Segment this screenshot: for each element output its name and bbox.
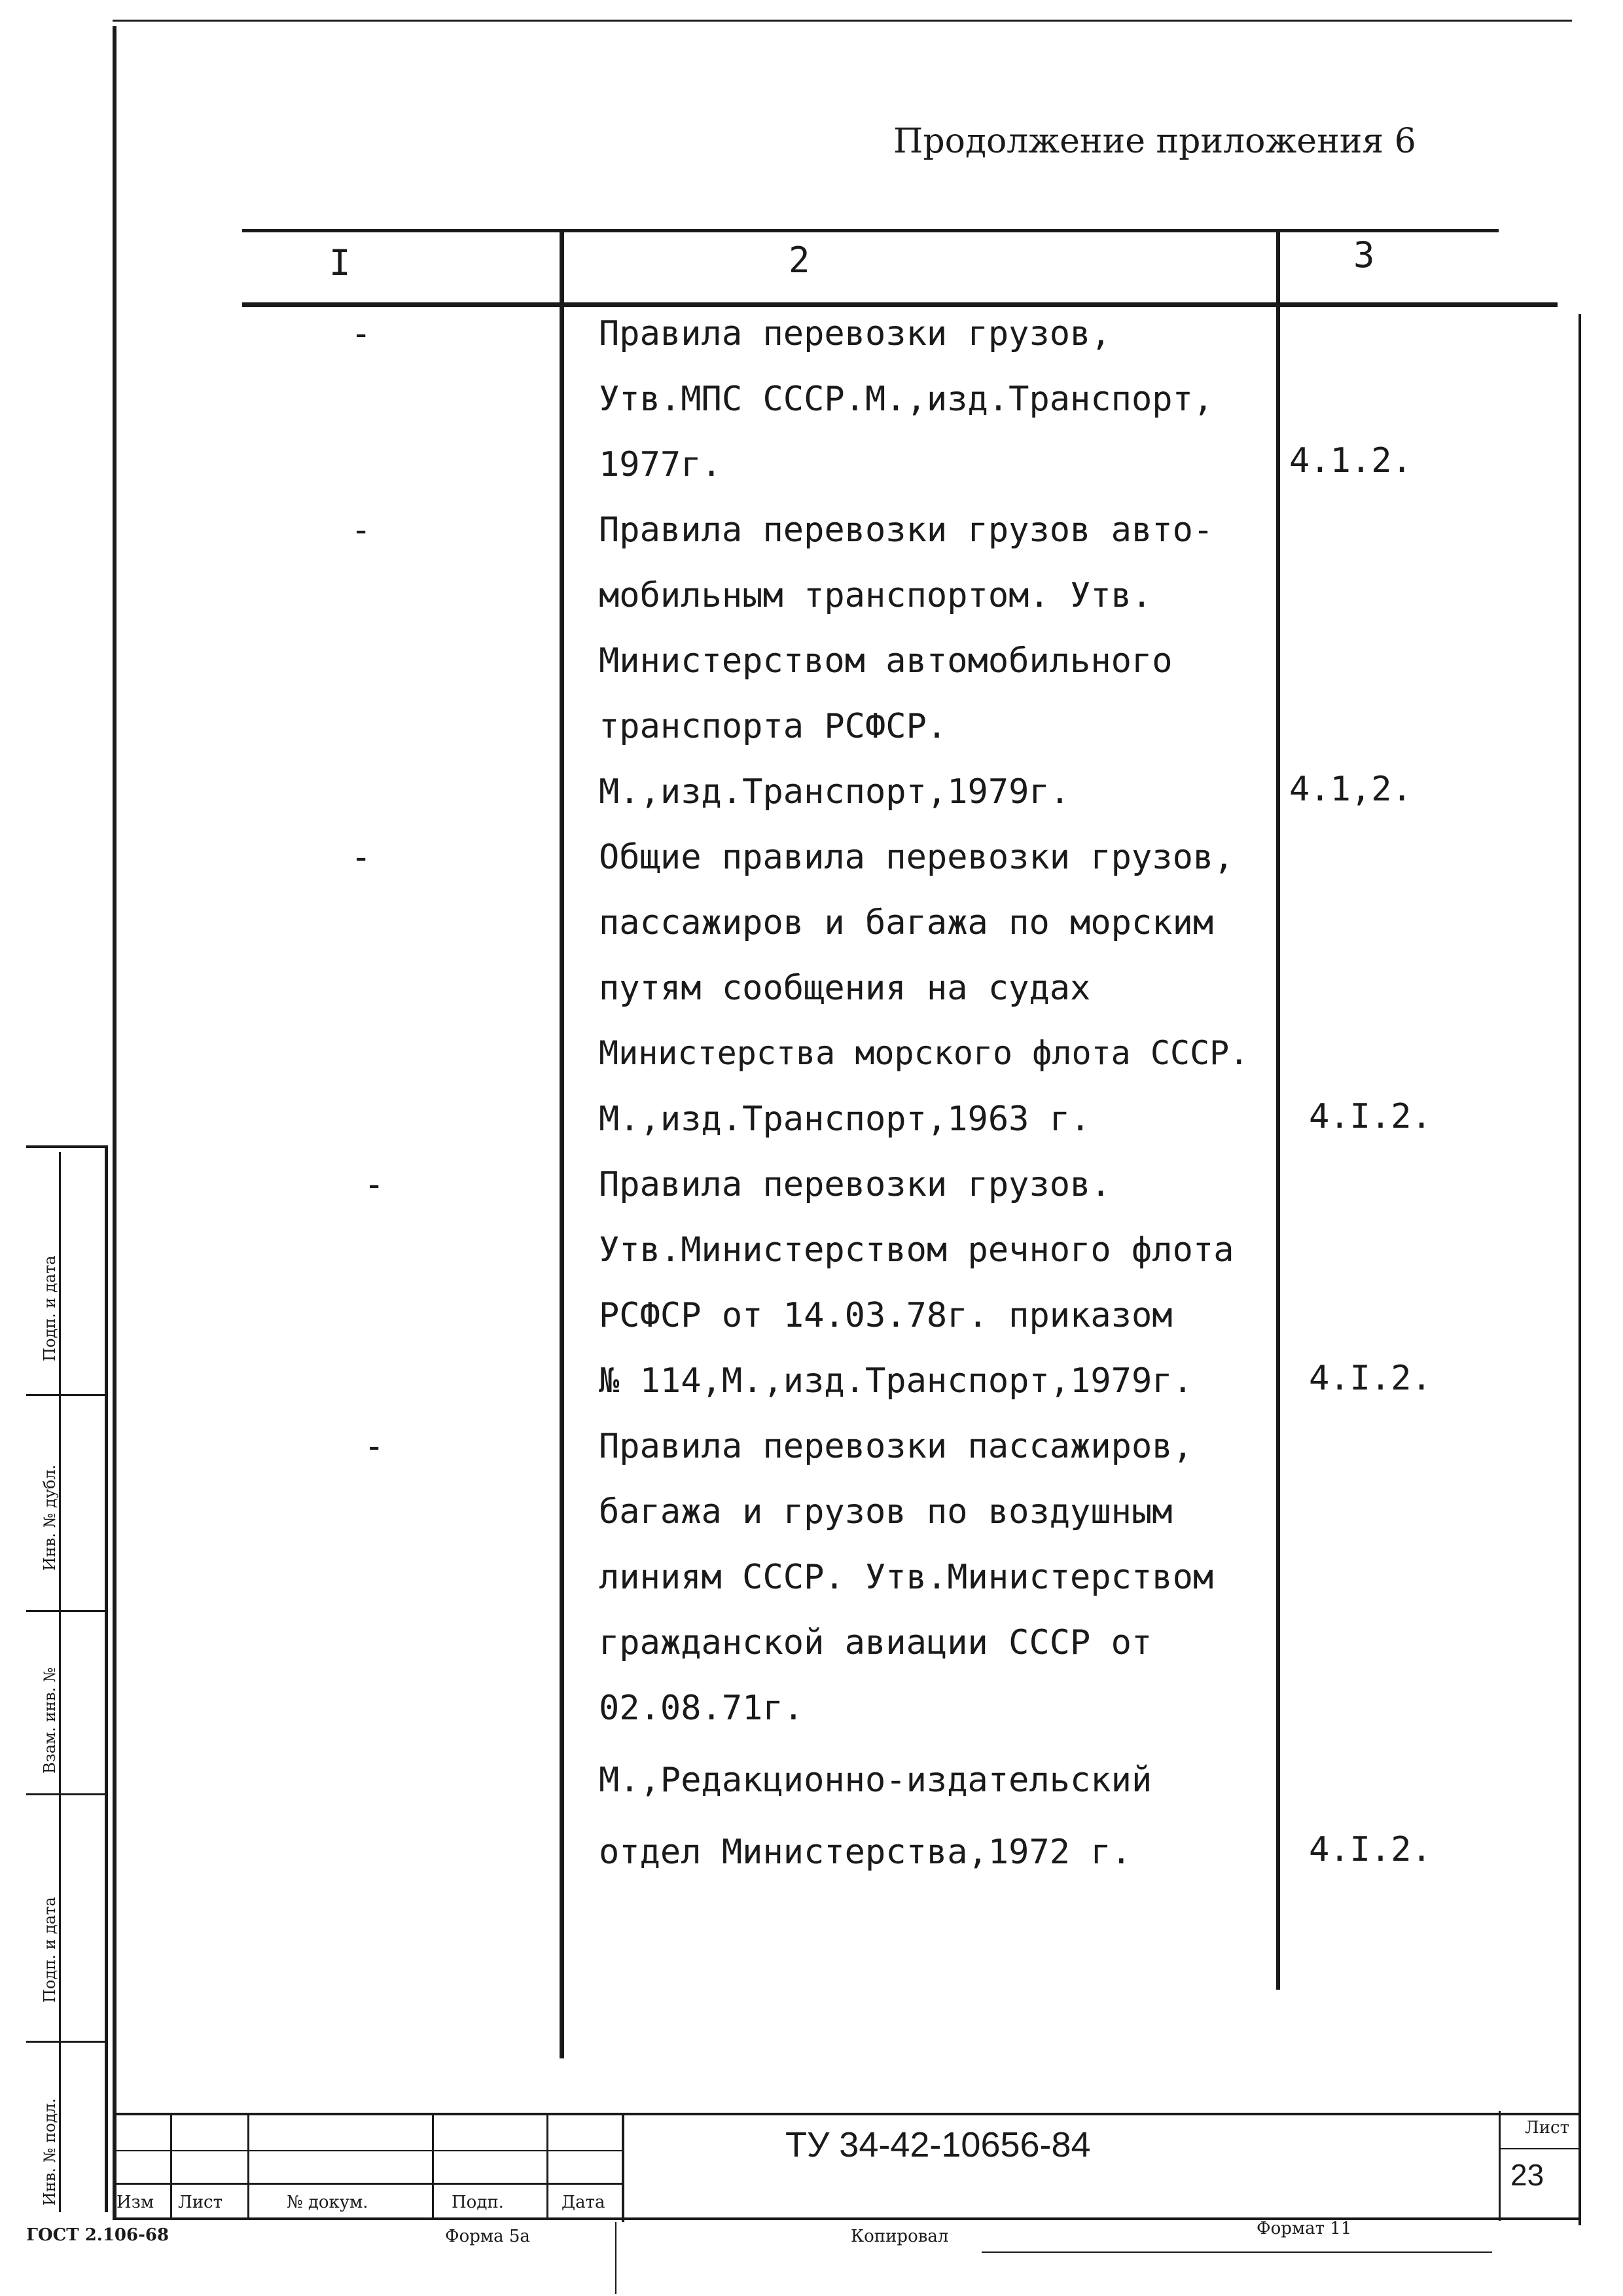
footer-format: Формат 11 — [1257, 2219, 1352, 2238]
row-reference: 4.I.2. — [1309, 1097, 1432, 1136]
side-label-replacement-inv: Взам. инв. № — [41, 1667, 59, 1774]
side-block-divider — [26, 1610, 108, 1612]
side-block-inner-line — [59, 1152, 61, 2212]
footer-gost: ГОСТ 2.106-68 — [26, 2225, 169, 2245]
side-block-divider — [26, 1793, 108, 1795]
side-label-original-inv: Инв. № подл. — [41, 2098, 59, 2206]
row-text-line: М.,изд.Транспорт,1979г. — [599, 772, 1071, 812]
row-text-line: М.,Редакционно-издательский — [599, 1761, 1152, 1800]
row-text-line: Правила перевозки пассажиров, — [599, 1427, 1193, 1466]
sheet-label: Лист — [1525, 2118, 1569, 2138]
row-text-line: Правила перевозки грузов авто- — [599, 511, 1214, 550]
footer-line — [982, 2251, 1492, 2253]
row-text-line: пассажиров и багажа по морским — [599, 903, 1214, 942]
side-block-right-line — [105, 1145, 108, 2212]
stamp-col-sheet: Лист — [178, 2193, 223, 2212]
row-reference: 4.I.2. — [1309, 1830, 1432, 1869]
row-marker: - — [351, 314, 372, 353]
table-header-bottom-line — [242, 302, 1558, 307]
row-text-line: № 114,М.,изд.Транспорт,1979г. — [599, 1361, 1193, 1401]
table-column-divider-2 — [1276, 229, 1280, 1990]
row-text-line: 02.08.71г. — [599, 1689, 804, 1728]
frame-left-line — [113, 26, 116, 2219]
row-marker: - — [351, 511, 372, 550]
row-text-line: путям сообщения на судах — [599, 969, 1091, 1008]
continuation-header: Продолжение приложения 6 — [893, 122, 1416, 161]
row-text-line: мобильным транспортом. Утв. — [599, 576, 1152, 615]
row-text-line: Утв.МПС СССР.М.,изд.Транспорт, — [599, 380, 1214, 419]
stamp-grid-vline — [432, 2114, 434, 2219]
sheet-number: 23 — [1510, 2158, 1544, 2192]
column-header-2: 2 — [789, 240, 810, 281]
stamp-col-doc-number: № докум. — [287, 2193, 368, 2212]
row-text-line: 1977г. — [599, 445, 722, 484]
row-marker: - — [351, 838, 372, 877]
stamp-col-date: Дата — [562, 2193, 605, 2212]
side-label-signature-date: Подп. и дата — [41, 1255, 59, 1361]
row-text-line: багажа и грузов по воздушным — [599, 1492, 1173, 1532]
stamp-sheet-hline — [1499, 2148, 1581, 2149]
footer-copied: Копировал — [851, 2227, 949, 2246]
stamp-grid-vline — [546, 2114, 548, 2219]
frame-bottom-line — [113, 2217, 1581, 2220]
row-text-line: М.,изд.Транспорт,1963 г. — [599, 1100, 1091, 1139]
row-text-line: линиям СССР. Утв.Министерством — [599, 1558, 1214, 1597]
stamp-col-signature: Подп. — [452, 2193, 504, 2212]
row-reference: 4.1.2. — [1289, 441, 1412, 480]
side-block-divider — [26, 1145, 108, 1148]
stamp-grid-vline — [170, 2114, 172, 2219]
footer-form: Форма 5а — [445, 2227, 530, 2246]
row-reference: 4.1,2. — [1289, 770, 1412, 809]
table-column-divider-1 — [560, 232, 564, 2058]
stamp-col-change: Изм — [116, 2193, 154, 2212]
row-marker: - — [364, 1427, 385, 1466]
frame-top-line — [113, 20, 1572, 22]
row-reference: 4.I.2. — [1309, 1359, 1432, 1398]
footer-tick — [615, 2222, 616, 2294]
row-text-line: Министерства морского флота СССР. — [599, 1034, 1249, 1072]
row-text-line: Министерством автомобильного — [599, 641, 1173, 681]
stamp-grid-vline — [247, 2114, 249, 2219]
row-text-line: Правила перевозки грузов. — [599, 1165, 1111, 1204]
row-text-line: Утв.Министерством речного флота — [599, 1230, 1234, 1270]
table-header-top-line — [242, 229, 1499, 232]
column-header-1: I — [329, 242, 351, 283]
stamp-top-line — [113, 2113, 1581, 2115]
document-code: ТУ 34-42-10656-84 — [785, 2125, 1091, 2164]
row-text-line: Общие правила перевозки грузов, — [599, 838, 1234, 877]
row-text-line: РСФСР от 14.03.78г. приказом — [599, 1296, 1173, 1335]
row-text-line: отдел Министерства,1972 г. — [599, 1833, 1132, 1872]
side-block-divider — [26, 1394, 108, 1396]
stamp-grid-vline — [622, 2114, 624, 2222]
side-label-duplicate-inv: Инв. № дубл. — [41, 1464, 59, 1571]
side-block-divider — [26, 2041, 108, 2043]
column-header-3: 3 — [1353, 234, 1375, 276]
side-label-signature-date-2: Подп. и дата — [41, 1897, 59, 2003]
stamp-sheet-vline — [1499, 2111, 1501, 2221]
row-text-line: Правила перевозки грузов, — [599, 314, 1111, 353]
row-text-line: гражданской авиации СССР от — [599, 1623, 1152, 1662]
row-text-line: транспорта РСФСР. — [599, 707, 948, 746]
row-marker: - — [364, 1165, 385, 1204]
frame-right-line — [1578, 314, 1581, 2225]
